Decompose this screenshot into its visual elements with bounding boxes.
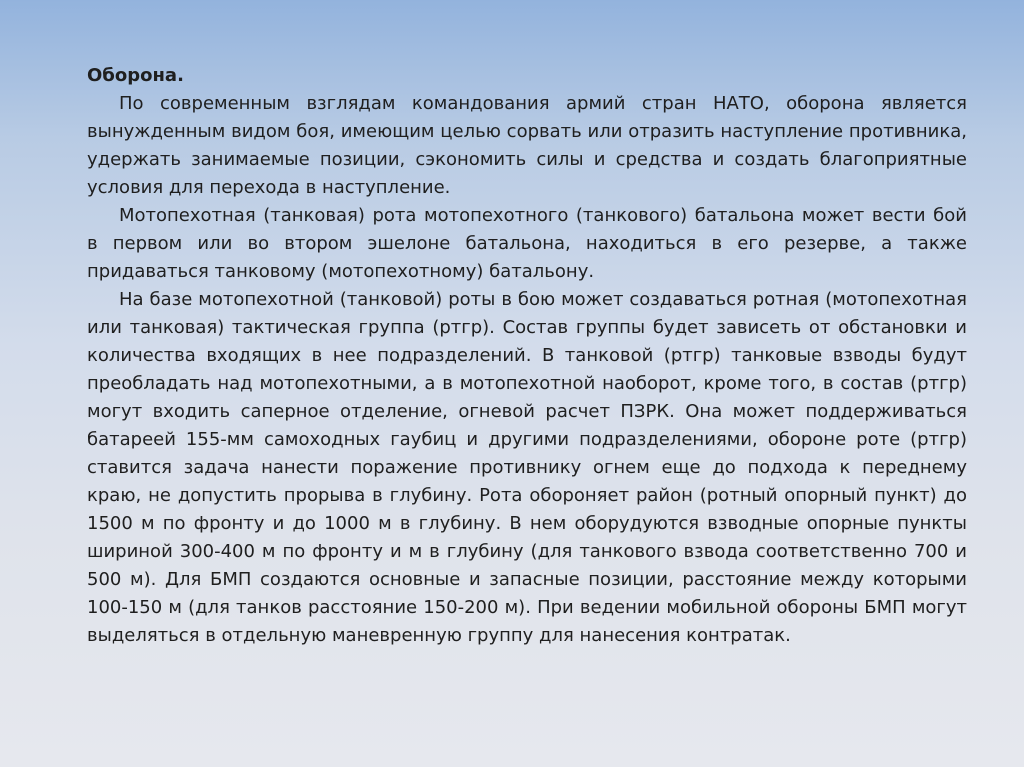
paragraph-1: По современным взглядам командования армий стран НАТО, оборона является вынужденным видом боя, имеющим целью сорвать или отразить наступление противника, удержать занимаемые позиции, сэкономить силы и средства и создать благоприятные условия для перехода в наступление.: [87, 93, 967, 198]
slide-heading: Оборона.: [87, 65, 184, 86]
slide-text-body: [87, 62, 967, 650]
paragraph-3: На базе мотопехотной (танковой) роты в бою может создаваться ротная (мотопехотная или танковая) тактическая группа (ртгр). Состав группы будет зависеть от обстановки и количества входящих в нее подразделений. В танковой (ртгр) танковые взводы будут преобладать над мотопехотными, а в мотопехотной наоборот, кроме того, в состав (ртгр) могут входить саперное отделение, огневой расчет ПЗРК. Она может поддерживаться батареей 155-мм самоходных гаубиц и другими подразделениями, обороне роте (ртгр) ставится задача нанести поражение противнику огнем еще до подхода к переднему краю, не допустить прорыва в глубину. Рота обороняет район (ротный опорный пункт) до 1500 м по фронту и до 1000 м в глубину. В нем оборудуются взводные опорные пункты шириной 300-400 м по фронту и м в глубину (для танкового взвода соответственно 700 и 500 м). Для БМП создаются основные и запасные позиции, расстояние между которыми 100-150 м (для танков расстояние 150-200 м). При ведении мобильной обороны БМП могут выделяться в отдельную маневренную группу для нанесения контратак.: [87, 289, 967, 646]
paragraph-1-wrapper: [87, 90, 967, 202]
paragraph-2: Мотопехотная (танковая) рота мотопехотного (танкового) батальона может вести бой в первом или во втором эшелоне батальона, находиться в его резерве, а также придаваться танковому (мотопехотному) батальону.: [87, 205, 967, 282]
